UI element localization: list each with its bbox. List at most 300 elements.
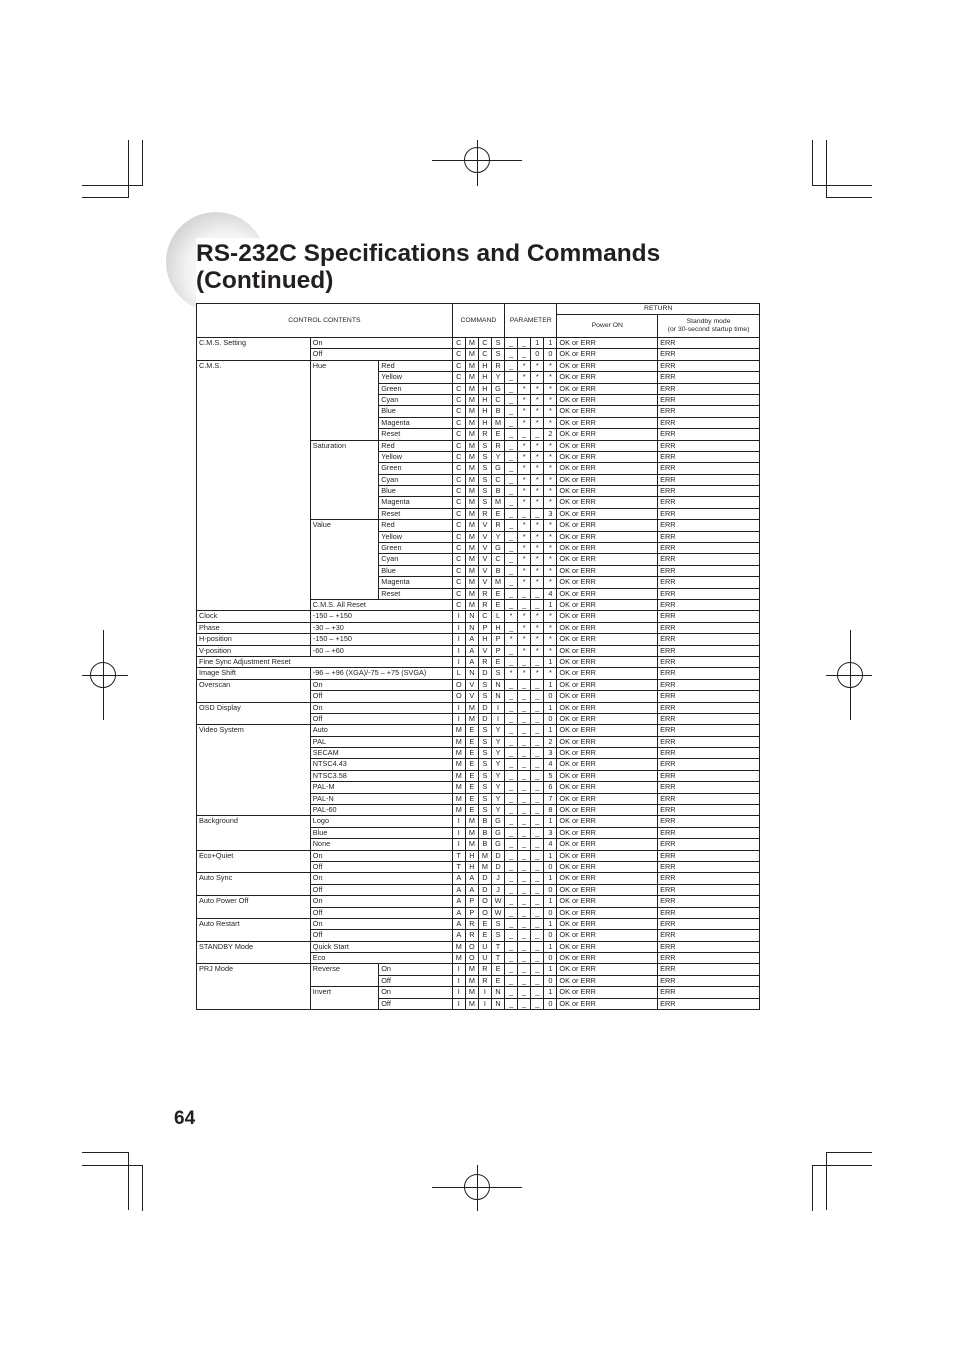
command-char-cell: Y (491, 736, 504, 747)
command-char-cell: C (452, 372, 465, 383)
parameter-char-cell: * (531, 451, 544, 462)
return-power-on-cell: OK or ERR (557, 486, 658, 497)
parameter-char-cell: * (531, 440, 544, 451)
command-char-cell: G (491, 827, 504, 838)
command-char-cell: P (465, 907, 478, 918)
return-standby-cell: ERR (658, 930, 760, 941)
control-setting-cell: C.M.S. All Reset (310, 599, 452, 610)
parameter-char-cell: _ (531, 770, 544, 781)
command-char-cell: E (491, 656, 504, 667)
control-option-cell: Green (379, 383, 453, 394)
parameter-char-cell: _ (531, 782, 544, 793)
parameter-char-cell: 7 (544, 793, 557, 804)
control-setting-cell: Invert (310, 987, 378, 1010)
parameter-char-cell: * (544, 360, 557, 371)
parameter-char-cell: * (544, 474, 557, 485)
return-power-on-cell: OK or ERR (557, 417, 658, 428)
parameter-char-cell: _ (518, 793, 531, 804)
command-char-cell: E (491, 588, 504, 599)
command-char-cell: S (478, 463, 491, 474)
parameter-char-cell: * (531, 668, 544, 679)
command-char-cell: M (465, 975, 478, 986)
parameter-char-cell: * (505, 668, 518, 679)
return-power-on-cell: OK or ERR (557, 554, 658, 565)
command-char-cell: C (452, 394, 465, 405)
parameter-char-cell: _ (531, 599, 544, 610)
parameter-char-cell: _ (505, 577, 518, 588)
control-setting-cell: Quick Start (310, 941, 452, 952)
parameter-char-cell: 2 (544, 429, 557, 440)
return-power-on-cell: OK or ERR (557, 964, 658, 975)
parameter-char-cell: * (531, 417, 544, 428)
command-char-cell: C (452, 577, 465, 588)
control-option-cell: Reset (379, 429, 453, 440)
parameter-char-cell: * (531, 474, 544, 485)
return-standby-cell: ERR (658, 850, 760, 861)
command-char-cell: A (452, 873, 465, 884)
command-char-cell: D (478, 884, 491, 895)
command-char-cell: V (478, 520, 491, 531)
control-setting-cell: On (310, 896, 452, 907)
return-standby-cell: ERR (658, 975, 760, 986)
return-standby-cell: ERR (658, 987, 760, 998)
header-standby-line-1: Standby mode (686, 318, 731, 325)
parameter-char-cell: 1 (531, 338, 544, 349)
command-char-cell: M (465, 599, 478, 610)
command-char-cell: B (478, 816, 491, 827)
command-char-cell: I (452, 987, 465, 998)
command-char-cell: E (491, 975, 504, 986)
table-row (197, 918, 760, 929)
parameter-char-cell: _ (505, 702, 518, 713)
command-char-cell: D (491, 861, 504, 872)
command-char-cell: C (452, 520, 465, 531)
parameter-char-cell: _ (505, 941, 518, 952)
parameter-char-cell: _ (518, 873, 531, 884)
command-char-cell: M (465, 474, 478, 485)
parameter-char-cell: 1 (544, 702, 557, 713)
return-power-on-cell: OK or ERR (557, 941, 658, 952)
parameter-char-cell: _ (518, 679, 531, 690)
parameter-char-cell: * (544, 577, 557, 588)
command-char-cell: D (478, 668, 491, 679)
command-char-cell: Y (491, 372, 504, 383)
command-char-cell: M (465, 520, 478, 531)
command-char-cell: M (452, 759, 465, 770)
crop-mark (812, 1165, 872, 1166)
parameter-char-cell: _ (531, 918, 544, 929)
return-standby-cell: ERR (658, 543, 760, 554)
control-option-cell: Blue (379, 486, 453, 497)
command-char-cell: C (491, 474, 504, 485)
parameter-char-cell: * (518, 611, 531, 622)
return-power-on-cell: OK or ERR (557, 543, 658, 554)
control-item-cell: Eco+Quiet (197, 850, 311, 873)
command-char-cell: E (465, 759, 478, 770)
parameter-char-cell: _ (518, 429, 531, 440)
command-char-cell: M (465, 839, 478, 850)
control-setting-cell: Reverse (310, 964, 378, 987)
return-power-on-cell: OK or ERR (557, 884, 658, 895)
command-char-cell: C (452, 497, 465, 508)
command-char-cell: M (465, 349, 478, 360)
parameter-char-cell: _ (505, 759, 518, 770)
command-char-cell: M (465, 531, 478, 542)
return-power-on-cell: OK or ERR (557, 451, 658, 462)
table-row (197, 360, 760, 371)
command-char-cell: M (452, 748, 465, 759)
command-char-cell: V (478, 645, 491, 656)
parameter-char-cell: * (544, 622, 557, 633)
parameter-char-cell: _ (505, 918, 518, 929)
parameter-char-cell: 1 (544, 338, 557, 349)
return-power-on-cell: OK or ERR (557, 691, 658, 702)
command-char-cell: S (478, 474, 491, 485)
command-char-cell: S (478, 725, 491, 736)
command-char-cell: V (478, 531, 491, 542)
command-char-cell: N (491, 998, 504, 1009)
return-power-on-cell: OK or ERR (557, 577, 658, 588)
table-row (197, 896, 760, 907)
return-power-on-cell: OK or ERR (557, 930, 658, 941)
return-power-on-cell: OK or ERR (557, 679, 658, 690)
command-char-cell: M (465, 588, 478, 599)
control-option-cell: Cyan (379, 394, 453, 405)
command-char-cell: Y (491, 531, 504, 542)
return-power-on-cell: OK or ERR (557, 429, 658, 440)
command-char-cell: I (452, 656, 465, 667)
crop-mark (82, 197, 129, 198)
command-char-cell: V (478, 543, 491, 554)
crop-mark (128, 1152, 129, 1210)
parameter-char-cell: * (544, 406, 557, 417)
parameter-char-cell: * (531, 497, 544, 508)
parameter-char-cell: * (518, 440, 531, 451)
return-standby-cell: ERR (658, 656, 760, 667)
parameter-char-cell: _ (505, 770, 518, 781)
return-standby-cell: ERR (658, 474, 760, 485)
command-table-body (197, 338, 760, 1010)
command-char-cell: O (478, 907, 491, 918)
command-char-cell: A (452, 918, 465, 929)
return-power-on-cell: OK or ERR (557, 861, 658, 872)
command-char-cell: R (465, 930, 478, 941)
command-char-cell: T (452, 861, 465, 872)
return-standby-cell: ERR (658, 691, 760, 702)
command-char-cell: A (465, 634, 478, 645)
parameter-char-cell: 0 (544, 975, 557, 986)
return-power-on-cell: OK or ERR (557, 508, 658, 519)
parameter-char-cell: 1 (544, 918, 557, 929)
table-row (197, 611, 760, 622)
return-standby-cell: ERR (658, 429, 760, 440)
parameter-char-cell: * (531, 565, 544, 576)
command-char-cell: C (452, 417, 465, 428)
return-standby-cell: ERR (658, 360, 760, 371)
parameter-char-cell: 6 (544, 782, 557, 793)
return-standby-cell: ERR (658, 679, 760, 690)
return-standby-cell: ERR (658, 497, 760, 508)
parameter-char-cell: _ (518, 884, 531, 895)
control-setting-cell: -96 – +96 (XGA)/-75 – +75 (SVGA) (310, 668, 452, 679)
command-char-cell: A (452, 930, 465, 941)
command-char-cell: H (478, 372, 491, 383)
table-row (197, 679, 760, 690)
return-standby-cell: ERR (658, 372, 760, 383)
command-char-cell: C (452, 338, 465, 349)
control-setting-cell: On (310, 338, 452, 349)
command-char-cell: M (465, 508, 478, 519)
parameter-char-cell: _ (531, 850, 544, 861)
return-power-on-cell: OK or ERR (557, 953, 658, 964)
return-standby-cell: ERR (658, 463, 760, 474)
command-char-cell: G (491, 816, 504, 827)
crop-mark (82, 1152, 129, 1153)
parameter-char-cell: _ (518, 770, 531, 781)
command-char-cell: C (452, 531, 465, 542)
parameter-char-cell: 1 (544, 896, 557, 907)
parameter-char-cell: * (544, 554, 557, 565)
command-char-cell: R (478, 975, 491, 986)
command-char-cell: M (465, 451, 478, 462)
parameter-char-cell: 1 (544, 987, 557, 998)
control-setting-cell: Off (310, 691, 452, 702)
command-char-cell: J (491, 873, 504, 884)
page-number: 64 (174, 1108, 196, 1129)
parameter-char-cell: * (518, 577, 531, 588)
command-char-cell: R (491, 440, 504, 451)
return-standby-cell: ERR (658, 565, 760, 576)
control-option-cell: Yellow (379, 451, 453, 462)
command-char-cell: M (465, 383, 478, 394)
parameter-char-cell: 4 (544, 839, 557, 850)
control-setting-cell: Logo (310, 816, 452, 827)
parameter-char-cell: _ (518, 508, 531, 519)
parameter-char-cell: 3 (544, 748, 557, 759)
parameter-char-cell: _ (505, 782, 518, 793)
return-power-on-cell: OK or ERR (557, 656, 658, 667)
parameter-char-cell: * (531, 622, 544, 633)
command-char-cell: H (478, 383, 491, 394)
command-char-cell: E (491, 599, 504, 610)
table-row (197, 964, 760, 975)
command-char-cell: I (452, 998, 465, 1009)
return-standby-cell: ERR (658, 896, 760, 907)
parameter-char-cell: * (518, 383, 531, 394)
control-option-cell: Green (379, 463, 453, 474)
parameter-char-cell: _ (505, 827, 518, 838)
parameter-char-cell: _ (505, 338, 518, 349)
command-char-cell: V (465, 691, 478, 702)
parameter-char-cell: _ (518, 702, 531, 713)
parameter-char-cell: _ (531, 702, 544, 713)
return-standby-cell: ERR (658, 622, 760, 633)
return-standby-cell: ERR (658, 748, 760, 759)
return-standby-cell: ERR (658, 736, 760, 747)
command-char-cell: R (465, 918, 478, 929)
command-char-cell: C (452, 451, 465, 462)
return-standby-cell: ERR (658, 839, 760, 850)
command-char-cell: I (452, 816, 465, 827)
return-standby-cell: ERR (658, 394, 760, 405)
return-standby-cell: ERR (658, 349, 760, 360)
command-char-cell: R (478, 429, 491, 440)
command-char-cell: G (491, 543, 504, 554)
command-char-cell: S (478, 759, 491, 770)
parameter-char-cell: 0 (544, 953, 557, 964)
command-char-cell: V (478, 565, 491, 576)
parameter-char-cell: _ (531, 691, 544, 702)
control-item-cell: OSD Display (197, 702, 311, 725)
parameter-char-cell: _ (531, 679, 544, 690)
parameter-char-cell: _ (505, 588, 518, 599)
crop-mark (826, 1152, 872, 1153)
return-power-on-cell: OK or ERR (557, 440, 658, 451)
control-option-cell: Magenta (379, 577, 453, 588)
parameter-char-cell: _ (505, 861, 518, 872)
return-power-on-cell: OK or ERR (557, 668, 658, 679)
control-option-cell: Red (379, 520, 453, 531)
command-char-cell: M (478, 861, 491, 872)
parameter-char-cell: * (544, 486, 557, 497)
parameter-char-cell: _ (505, 554, 518, 565)
command-char-cell: M (452, 770, 465, 781)
parameter-char-cell: _ (531, 975, 544, 986)
return-power-on-cell: OK or ERR (557, 816, 658, 827)
crop-mark (826, 1152, 827, 1210)
table-row (197, 725, 760, 736)
table-row (197, 702, 760, 713)
parameter-char-cell: _ (531, 953, 544, 964)
command-char-cell: C (452, 429, 465, 440)
command-char-cell: U (478, 941, 491, 952)
command-char-cell: C (452, 554, 465, 565)
parameter-char-cell: * (544, 645, 557, 656)
command-char-cell: S (478, 793, 491, 804)
parameter-char-cell: * (518, 394, 531, 405)
command-char-cell: W (491, 896, 504, 907)
command-char-cell: H (478, 406, 491, 417)
return-standby-cell: ERR (658, 827, 760, 838)
command-char-cell: N (491, 691, 504, 702)
parameter-char-cell: _ (531, 839, 544, 850)
header-return: RETURN (557, 304, 760, 315)
parameter-char-cell: * (531, 634, 544, 645)
control-option-cell: On (379, 964, 453, 975)
parameter-char-cell: _ (505, 713, 518, 724)
parameter-char-cell: * (544, 497, 557, 508)
parameter-char-cell: _ (531, 987, 544, 998)
parameter-char-cell: * (518, 554, 531, 565)
command-char-cell: I (452, 964, 465, 975)
control-option-cell: Blue (379, 565, 453, 576)
control-option-cell: Magenta (379, 497, 453, 508)
parameter-char-cell: 0 (544, 691, 557, 702)
command-char-cell: R (478, 964, 491, 975)
return-standby-cell: ERR (658, 406, 760, 417)
return-standby-cell: ERR (658, 634, 760, 645)
table-row (197, 850, 760, 861)
parameter-char-cell: _ (518, 839, 531, 850)
control-option-cell: Yellow (379, 531, 453, 542)
command-char-cell: S (478, 782, 491, 793)
crop-mark (82, 185, 142, 186)
return-standby-cell: ERR (658, 588, 760, 599)
return-power-on-cell: OK or ERR (557, 360, 658, 371)
return-power-on-cell: OK or ERR (557, 907, 658, 918)
command-char-cell: M (452, 725, 465, 736)
control-option-cell: Green (379, 543, 453, 554)
control-setting-cell: NTSC4.43 (310, 759, 452, 770)
parameter-char-cell: * (544, 463, 557, 474)
command-char-cell: B (491, 406, 504, 417)
command-char-cell: I (452, 827, 465, 838)
parameter-char-cell: _ (518, 850, 531, 861)
command-char-cell: E (478, 930, 491, 941)
parameter-char-cell: _ (505, 486, 518, 497)
command-char-cell: V (478, 554, 491, 565)
command-char-cell: C (452, 463, 465, 474)
parameter-char-cell: _ (505, 543, 518, 554)
parameter-char-cell: * (518, 463, 531, 474)
parameter-char-cell: 1 (544, 725, 557, 736)
command-char-cell: C (452, 474, 465, 485)
command-char-cell: H (465, 861, 478, 872)
control-item-cell: H-position (197, 634, 311, 645)
parameter-char-cell: _ (505, 440, 518, 451)
command-char-cell: M (452, 782, 465, 793)
command-char-cell: D (491, 850, 504, 861)
return-standby-cell: ERR (658, 577, 760, 588)
command-char-cell: Y (491, 793, 504, 804)
command-char-cell: C (452, 565, 465, 576)
parameter-char-cell: _ (531, 884, 544, 895)
parameter-char-cell: _ (505, 474, 518, 485)
return-power-on-cell: OK or ERR (557, 702, 658, 713)
parameter-char-cell: _ (531, 713, 544, 724)
table-row (197, 656, 760, 667)
return-power-on-cell: OK or ERR (557, 770, 658, 781)
parameter-char-cell: 0 (544, 907, 557, 918)
command-char-cell: R (491, 520, 504, 531)
control-item-cell: STANDBY Mode (197, 941, 311, 964)
parameter-char-cell: _ (518, 975, 531, 986)
parameter-char-cell: _ (505, 850, 518, 861)
command-char-cell: S (478, 691, 491, 702)
table-row (197, 668, 760, 679)
page-title-line-2: (Continued) (196, 267, 334, 294)
command-char-cell: A (465, 884, 478, 895)
command-char-cell: M (465, 360, 478, 371)
return-power-on-cell: OK or ERR (557, 372, 658, 383)
parameter-char-cell: * (531, 520, 544, 531)
header-command: COMMAND (452, 304, 504, 338)
parameter-char-cell: _ (518, 713, 531, 724)
parameter-char-cell: * (518, 360, 531, 371)
parameter-char-cell: 1 (544, 816, 557, 827)
control-setting-cell: Off (310, 861, 452, 872)
header-standby (658, 315, 760, 338)
control-setting-cell: Off (310, 930, 452, 941)
parameter-char-cell: * (518, 645, 531, 656)
command-char-cell: E (465, 782, 478, 793)
parameter-char-cell: 4 (544, 759, 557, 770)
command-char-cell: E (491, 429, 504, 440)
control-option-cell: Red (379, 360, 453, 371)
parameter-char-cell: * (518, 406, 531, 417)
parameter-char-cell: _ (505, 429, 518, 440)
parameter-char-cell: _ (531, 861, 544, 872)
